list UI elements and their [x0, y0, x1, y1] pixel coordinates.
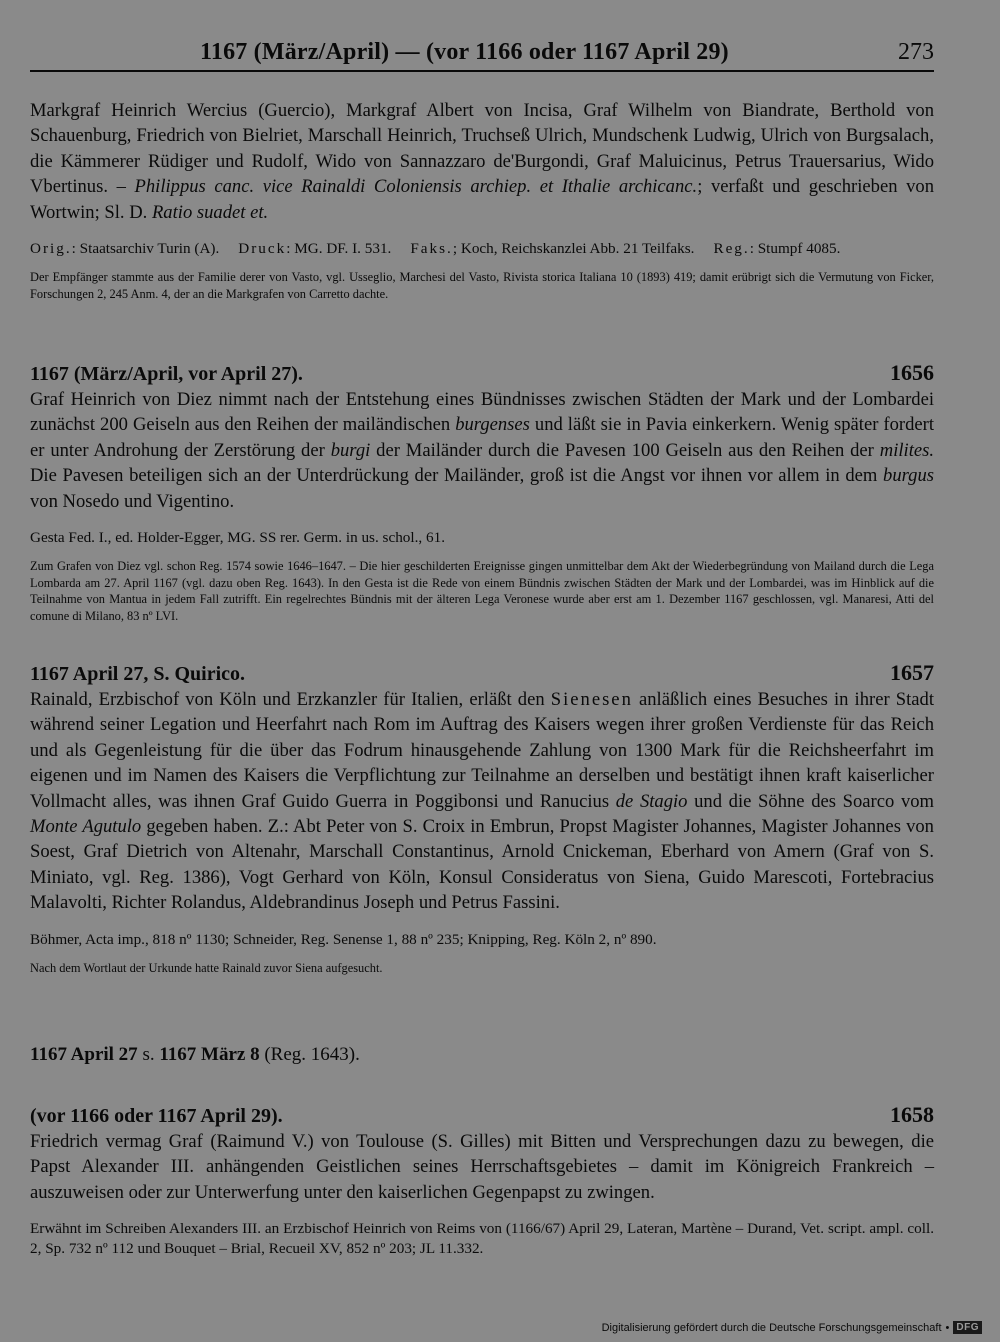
entry-text: Friedrich vermag Graf (Raimund V.) von Toulouse (S. Gilles) mit Bitten und Versprechungen dazu zu bewegen, die Papst Alexander III. anhängenden Geistlichen seines Herrschaftsgebietes – damit im Königreich Frankreich – auszuweisen oder zur Unterwerfung unter den kaiserlichen Gegenpapst zu zwingen.: [30, 1131, 934, 1203]
ref-orig: : Staatsarchiv Turin (A).: [71, 240, 220, 258]
cross-reference: [30, 1042, 934, 1068]
page-number: 273: [898, 39, 934, 65]
entry-heading: [30, 1102, 934, 1129]
running-header: [30, 36, 934, 72]
entry-text-part: und läßt sie in Pavia einkerkern. Wenig später fordert er unter Androhung der Zerstörung der: [30, 414, 934, 461]
entry-number: 1656: [890, 360, 934, 385]
entry-date: 1167 April 27, S. Quirico.: [30, 663, 246, 685]
intro-entry: [30, 98, 934, 302]
intro-text-part: Markgraf Heinrich Wercius (Guercio), Markgraf Albert von Incisa, Graf Wilhelm von Biandrate, Berthold von Schauenburg, Friedrich von Bielriet, Marschall Heinrich, Truchseß Ulrich, Mundschenk Ludwig, Ulrich von Burgsalach, die Kämmerer Rüdiger und Rudolf, Wido von Sannazzaro de'Burgondi, Graf Maluicinus, Petrus Trauersarius, Wido Vbertinus. –: [30, 100, 934, 198]
funding-footer: [602, 1321, 982, 1334]
ref-label-orig: Orig.: [30, 240, 72, 258]
xref-text: [30, 1042, 934, 1068]
ref-label-reg: Reg.: [713, 240, 750, 258]
intro-italic-chancery: Philippus canc. vice Rainaldi Coloniensis archiep. et Ithalie archicanc.: [134, 176, 698, 198]
entry-heading: [30, 360, 934, 387]
entry-note: Nach dem Wortlaut der Urkunde hatte Rainald zuvor Siena aufgesucht.: [30, 960, 383, 975]
entry-text-part: anläßlich eines Besuches in ihrer Stadt während seiner Legation und Heerfahrt nach Rom im Auftrag des Kaisers wegen ihrer großen Verdienste für das Reich und als Gegenleistung für die über das Fodrum hinausgehende Zahlung von 1300 Mark für die Reichsheerfahrt im eigenen und im Namen des Kaisers die Verpflichtung zur Teilnahme an derselben und bestätigt ihnen kraft kaiserlicher Vollmacht alles, was ihnen Graf Guido Guerra in Poggibonsi und Ranucius: [30, 689, 934, 812]
intro-text-part: ; verfaßt und geschrieben von Wortwin; Sl. D.: [30, 176, 935, 223]
ref-label-druck: Druck: [238, 240, 287, 258]
intro-references: [30, 239, 934, 259]
entry-italic-term: burgi: [330, 439, 371, 461]
entry-text-part: von Nosedo und Vigentino.: [30, 490, 235, 512]
entry-italic-term: de Stagio: [615, 790, 688, 812]
entry-text-part: gegeben haben. Z.: Abt Peter von S. Croix in Embrun, Propst Magister Johannes, Magister Johannes von Soest, Graf Dietrich von Altenahr, Marschall Constantinus, Arnold Cnickeman, Eberhard von Amern (Graf von S. Miniato, vgl. Reg. 1386), Vogt Gerhard von Köln, Konsul Consideratus von Siena, Guido Marescoti, Fortebracius Malavolti, Richter Rolandus, Aldebrandinus Joseph und Petrus Fassini.: [30, 816, 934, 914]
xref-target-date: 1167 März 8: [159, 1044, 260, 1065]
entry-italic-term: burgenses: [455, 414, 530, 436]
ref-druck: : MG. DF. I. 531.: [286, 240, 392, 258]
entry-italic-term: milites.: [879, 439, 934, 461]
entry-text-part: Rainald, Erzbischof von Köln und Erzkanzler für Italien, erläßt den: [30, 689, 551, 710]
dfg-logo: DFG: [953, 1321, 982, 1334]
entry-heading: [30, 660, 934, 687]
entry-note: Zum Grafen von Diez vgl. schon Reg. 1574 sowie 1646–1647. – Die hier geschilderten Ereignisse gingen unmittelbar dem Akt der Wiederbegründung von Mailand durch die Lega Lombarda am 27. April 1167 (vgl. dazu oben Reg. 1643). In den Gesta ist die Rede von einem Bündnis zwischen Städten der Mark und der Lombardei, was im Hinblick auf die Teilnahme von Mantua in jedem Fall zutrifft. Ein regelrechtes Bündnis mit der älteren Lega Veronese wurde aber erst am 1. Dezember 1167 geschlossen, vgl. Manaresi, Atti del comune di Milano, 83 nº LVI.: [30, 559, 934, 623]
entry-source: Gesta Fed. I., ed. Holder-Egger, MG. SS rer. Germ. in us. schol., 61.: [30, 529, 445, 547]
entry-text-part: Die Pavesen beteiligen sich an der Unterdrückung der Mailänder, groß ist die Angst vor ihnen vor allem in dem: [30, 465, 884, 487]
entry-text: [30, 387, 934, 514]
xref-target-reg: (Reg. 1643).: [259, 1044, 360, 1065]
ref-reg: : Stumpf 4085.: [749, 240, 841, 258]
ref-label-faks: Faks.: [410, 240, 453, 258]
entry-text-part: und die Söhne des Soarco vom: [687, 790, 935, 812]
register-entry-1658: [30, 1102, 934, 1259]
register-entry-1656: [30, 360, 934, 624]
entry-source: Böhmer, Acta imp., 818 nº 1130; Schneider, Reg. Senense 1, 88 nº 235; Knipping, Reg. Köln 2, nº 890.: [30, 930, 657, 948]
footer-text: Digitalisierung gefördert durch die Deutsche Forschungsgemeinschaft: [601, 1321, 942, 1334]
register-entry-1657: [30, 660, 934, 976]
entry-date: (vor 1166 oder 1167 April 29).: [30, 1105, 283, 1127]
entry-italic-term: burgus: [883, 465, 934, 487]
entry-text: [30, 687, 934, 916]
entry-number: 1657: [890, 660, 934, 685]
entry-number: 1658: [890, 1102, 934, 1127]
entry-text-part: Graf Heinrich von Diez nimmt nach der Entstehung eines Bündnisses zwischen Städten der Mark und der Lombardei zunächst 200 Geiseln aus den Reihen der mailändischen: [30, 389, 934, 436]
intro-italic-incipit: Ratio suadet et.: [151, 201, 269, 223]
intro-text: [30, 98, 934, 225]
header-title: 1167 (März/April) — (vor 1166 oder 1167 April 29): [200, 39, 729, 65]
entry-date: 1167 (März/April, vor April 27).: [30, 363, 303, 385]
entry-recipient: Sienesen: [550, 689, 633, 710]
entry-text-part: der Mailänder durch die Pavesen 100 Geiseln aus den Reihen der: [370, 439, 880, 461]
entry-source: Erwähnt im Schreiben Alexanders III. an Erzbischof Heinrich von Reims von (1166/67) April 29, Lateran, Martène – Durand, Vet. script. ampl. coll. 2, Sp. 732 nº 112 und Bouquet – Brial, Recueil XV, 852 nº 203; JL 11.332.: [30, 1220, 934, 1258]
xref-date: 1167 April 27: [30, 1044, 138, 1065]
intro-note: Der Empfänger stammte aus der Familie derer von Vasto, vgl. Usseglio, Marchesi del Vasto, Rivista storica Italiana 10 (1893) 419; damit erübrigt sich die Vermutung von Ficker, Forschungen 2, 245 Anm. 4, der an die Markgrafen von Carretto dachte.: [30, 270, 934, 301]
ref-faks: ; Koch, Reichskanzlei Abb. 21 Teilfaks.: [452, 240, 695, 258]
xref-see: s.: [137, 1044, 160, 1065]
entry-italic-term: Monte Agutulo: [30, 816, 142, 838]
footer-separator: •: [945, 1321, 950, 1334]
